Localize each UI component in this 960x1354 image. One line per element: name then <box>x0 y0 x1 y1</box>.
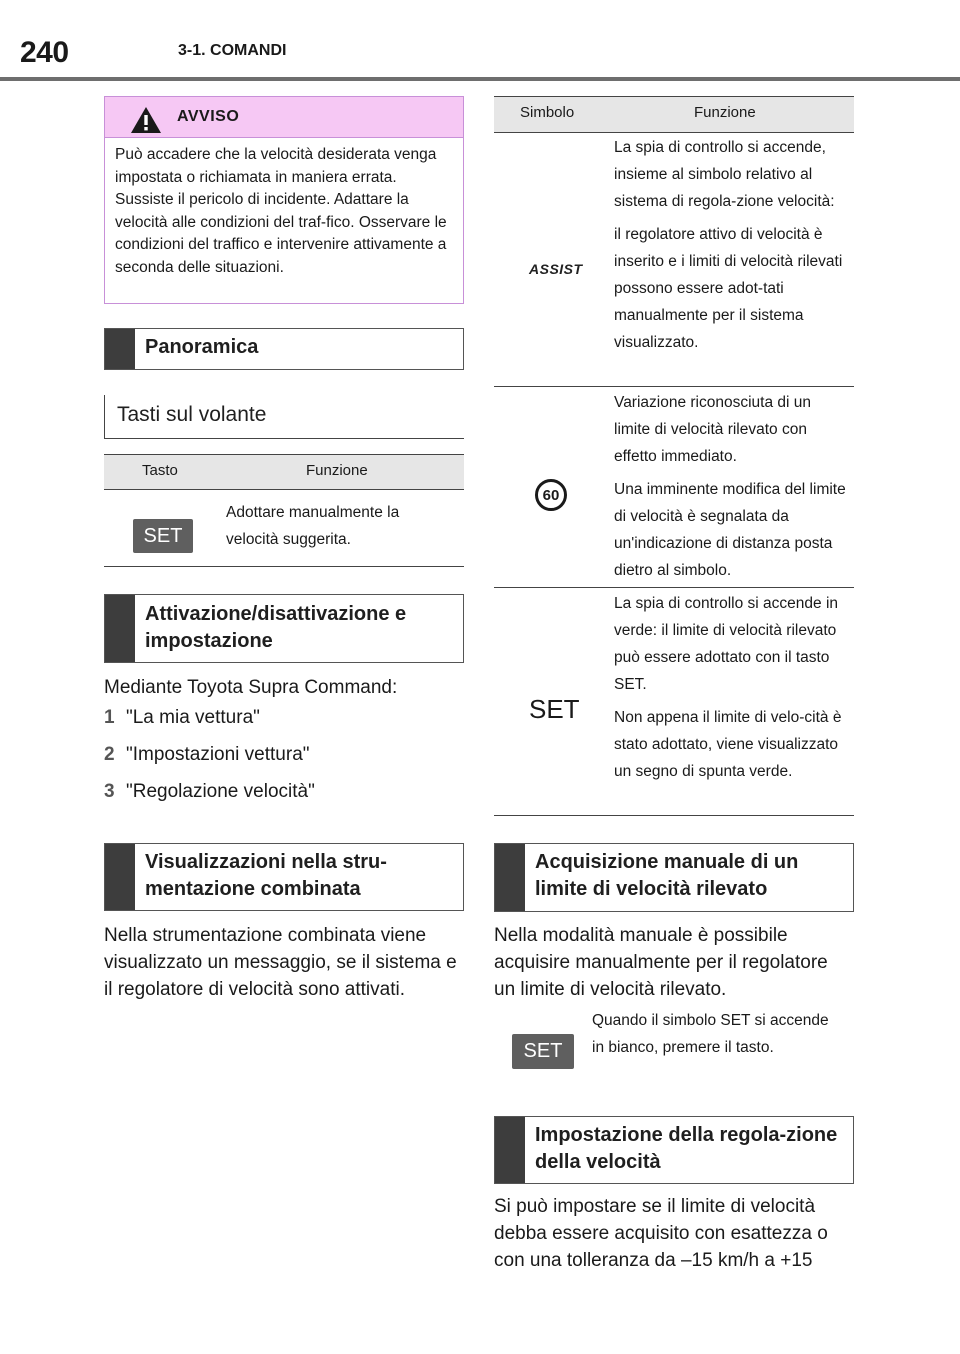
table-cell-function: Adottare manualmente la velocità suggerita. <box>226 504 400 548</box>
subsection-heading: Tasti sul volante <box>117 403 267 426</box>
step-number: 3 <box>104 781 115 802</box>
section-bar <box>495 844 525 911</box>
step-number: 1 <box>104 707 115 728</box>
key-description: Quando il simbolo SET si accende in bianco, premere il tasto. <box>592 1012 829 1056</box>
table-cell-function <box>614 590 850 791</box>
section-bar <box>105 595 135 662</box>
assist-icon: ASSIST <box>529 261 583 277</box>
speed-limit-60-icon: 60 <box>535 479 567 511</box>
step-text: "Regolazione velocità" <box>126 781 315 802</box>
table-header <box>494 96 854 133</box>
warning-text: Può accadere che la velocità desiderata venga impostata o richiamata in maniera errata. Sussiste il pericolo di incidente. Adattare la velocità alle condizioni del traf-fico. Osservare le condizioni del traffico e intervenire attivamente a seconda delle situazioni. <box>115 146 447 276</box>
function-paragraph: La spia di controllo si accende in verde: il limite di velocità rilevato può essere adottato con il tasto SET. <box>614 595 839 693</box>
step-number: 2 <box>104 744 115 765</box>
table-row-rule <box>494 386 854 387</box>
table-cell-function <box>614 389 850 590</box>
step-text: "Impostazioni vettura" <box>126 744 310 765</box>
set-key-icon: SET <box>133 519 193 553</box>
warning-title: AVVISO <box>177 108 240 125</box>
section-attivazione <box>104 594 464 663</box>
section-heading: Attivazione/disattivazione e impostazione <box>145 603 407 652</box>
function-paragraph: Variazione riconosciuta di un limite di velocità rilevato con effetto immediato. <box>614 394 812 465</box>
page-number: 240 <box>20 36 69 69</box>
section-title: 3-1. COMANDI <box>178 42 287 59</box>
section-panoramica <box>104 328 464 370</box>
section-bar <box>105 329 135 369</box>
section-visualizzazioni <box>104 843 464 911</box>
section-bar <box>105 844 135 910</box>
column-header-simbolo: Simbolo <box>520 104 575 121</box>
warning-box <box>104 96 464 304</box>
section-heading: Panoramica <box>145 336 259 358</box>
table-cell-function <box>614 134 850 362</box>
body-paragraph: Si può impostare se il limite di velocità debba essere acquisito con esattezza o con una tolleranza da –15 km/h a +15 <box>494 1196 828 1271</box>
table-bottom-rule <box>104 566 464 567</box>
function-paragraph: Non appena il limite di velo-cità è stato adottato, viene visualizzato un segno di spunta verde. <box>614 709 842 780</box>
section-heading: Visualizzazioni nella stru-mentazione combinata <box>145 851 387 900</box>
warning-header <box>105 97 463 138</box>
step-text: "La mia vettura" <box>126 707 260 728</box>
subsection-tasti <box>104 395 464 439</box>
function-paragraph: il regolatore attivo di velocità è inserito e i limiti di velocità rilevati possono essere adot-tati manualmente per il sistema visualizzato. <box>614 226 843 351</box>
column-header-funzione: Funzione <box>694 104 756 121</box>
function-paragraph: La spia di controllo si accende, insieme al simbolo relativo al sistema di regola-zione velocità: <box>614 139 835 210</box>
set-symbol-icon: SET <box>529 694 580 724</box>
column-header-tasto: Tasto <box>142 462 178 479</box>
warning-triangle-icon <box>130 106 162 134</box>
table-header <box>104 454 464 490</box>
list-item <box>104 778 464 805</box>
set-key-icon: SET <box>512 1034 574 1069</box>
section-bar <box>495 1117 525 1183</box>
section-acquisizione <box>494 843 854 912</box>
function-paragraph: Una imminente modifica del limite di velocità è segnalata da un'indicazione di distanza posta dietro al simbolo. <box>614 481 846 579</box>
body-paragraph: Nella modalità manuale è possibile acquisire manualmente per il regolatore un limite di velocità rilevato. <box>494 925 828 1000</box>
body-paragraph: Nella strumentazione combinata viene visualizzato un messaggio, se il sistema e il regolatore di velocità sono attivati. <box>104 925 457 1000</box>
header-rule <box>0 77 960 81</box>
list-item <box>104 704 464 731</box>
table-row-rule <box>494 587 854 588</box>
section-heading: Acquisizione manuale di un limite di velocità rilevato <box>535 851 799 900</box>
section-heading: Impostazione della regola-zione della velocità <box>535 1124 838 1173</box>
section-impostazione <box>494 1116 854 1184</box>
table-bottom-rule <box>494 815 854 816</box>
column-header-funzione: Funzione <box>306 462 368 479</box>
list-item <box>104 741 464 768</box>
intro-text: Mediante Toyota Supra Command: <box>104 677 398 698</box>
